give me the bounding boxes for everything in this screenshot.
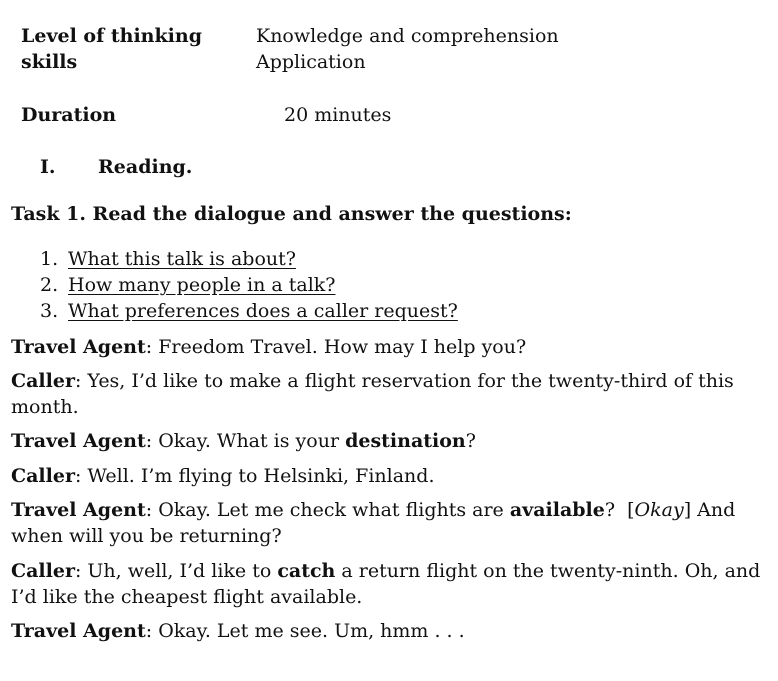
section-title: Reading. [98, 156, 193, 178]
question-text: What preferences does a caller request? [68, 300, 458, 322]
question-list [40, 246, 458, 324]
duration-label: Duration [21, 104, 117, 126]
dialogue-line: Travel Agent: Okay. Let me see. Um, hmm . . . [11, 620, 465, 642]
dialogue-text: ? [ [604, 499, 635, 521]
dialogue-emphasis: catch [277, 560, 336, 582]
dialogue-text: ] And when will you be returning? [11, 499, 736, 547]
dialogue-emphasis: destination [345, 430, 466, 452]
section-numeral: I. [40, 156, 56, 178]
dialogue-text: a return flight on the twenty-ninth. Oh, and I’d like the cheapest flight available. [11, 560, 761, 608]
question-number: 1. [40, 248, 59, 270]
speaker-name: Travel Agent [11, 430, 146, 452]
dialogue-line: Travel Agent: Freedom Travel. How may I help you? [11, 336, 527, 358]
level-label-line-2: skills [21, 51, 78, 73]
question-text: How many people in a talk? [68, 274, 336, 296]
question-item [40, 272, 458, 298]
dialogue-text: Yes, I’d like to make a flight reservation for the twenty-third of this month. [11, 370, 734, 418]
speaker-name: Caller [11, 560, 75, 582]
dialogue-text: Okay. Let me see. Um, hmm . . . [158, 620, 465, 642]
dialogue-line: Travel Agent: Okay. Let me check what flights are available? [Okay] And when will you be returning? [11, 499, 736, 547]
question-item [40, 246, 458, 272]
question-text: What this talk is about? [68, 248, 296, 270]
level-value-line-1: Knowledge and comprehension [256, 25, 559, 47]
dialogue-text: Freedom Travel. How may I help you? [158, 336, 527, 358]
speaker-name: Travel Agent [11, 620, 146, 642]
level-label-line-1: Level of thinking [21, 25, 202, 47]
dialogue-text: ? [465, 430, 476, 452]
dialogue-line: Caller: Yes, I’d like to make a flight reservation for the twenty-third of this month. [11, 370, 734, 418]
dialogue-line: Caller: Well. I’m flying to Helsinki, Finland. [11, 465, 435, 487]
task-title: Task 1. Read the dialogue and answer the questions: [11, 203, 572, 225]
dialogue-text: Uh, well, I’d like to [87, 560, 278, 582]
dialogue-text: Okay. Let me check what flights are [158, 499, 510, 521]
speaker-name: Travel Agent [11, 499, 146, 521]
speaker-name: Caller [11, 465, 75, 487]
question-item [40, 298, 458, 324]
dialogue-line: Caller: Uh, well, I’d like to catch a return flight on the twenty-ninth. Oh, and I’d like the cheapest flight available. [11, 560, 761, 608]
question-number: 3. [40, 300, 59, 322]
dialogue-italic: Okay [634, 499, 684, 521]
dialogue-text: Well. I’m flying to Helsinki, Finland. [87, 465, 435, 487]
duration-value: 20 minutes [284, 104, 392, 126]
question-number: 2. [40, 274, 59, 296]
level-value [256, 23, 559, 75]
level-label [21, 23, 202, 75]
dialogue-text: Okay. What is your [158, 430, 346, 452]
level-value-line-2: Application [256, 51, 366, 73]
dialogue-line: Travel Agent: Okay. What is your destination? [11, 430, 476, 452]
speaker-name: Caller [11, 370, 75, 392]
speaker-name: Travel Agent [11, 336, 146, 358]
dialogue-emphasis: available [509, 499, 605, 521]
